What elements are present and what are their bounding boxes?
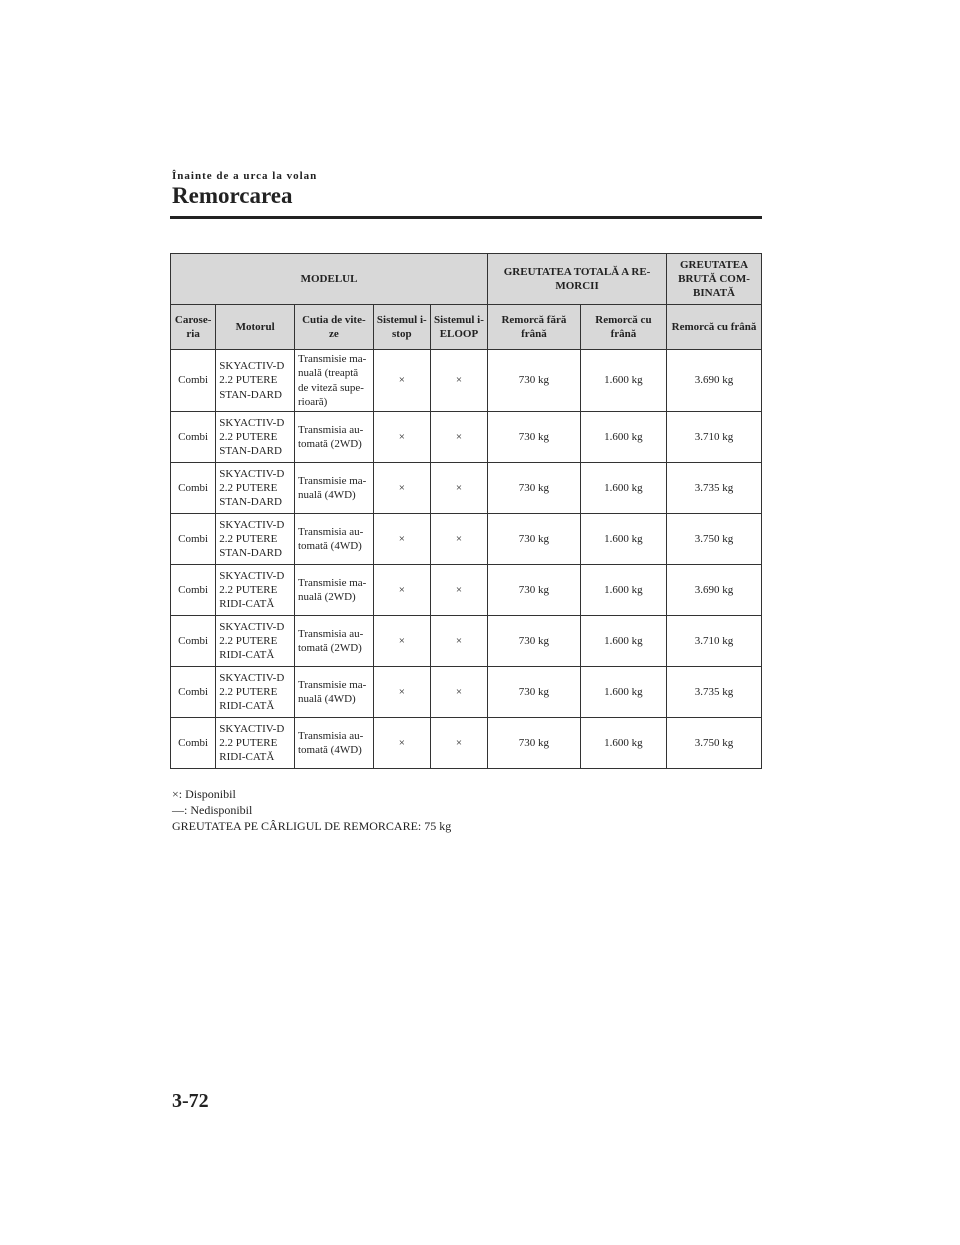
towing-spec-table [170,253,762,769]
table-row [171,350,762,412]
cell-istop: × [373,412,430,463]
table-row [171,412,762,463]
cell-braked: 1.600 kg [580,350,666,412]
cell-braked: 1.600 kg [580,514,666,565]
cell-istop: × [373,514,430,565]
cell-ieloop: × [430,412,487,463]
header-model: MODELUL [171,254,488,305]
cell-body: Combi [171,412,216,463]
note-hitch-weight: GREUTATEA PE CÂRLIGUL DE REMORCARE: 75 kg [172,819,452,834]
column-header: Sistemul i-ELOOP [430,305,487,350]
cell-braked: 1.600 kg [580,412,666,463]
cell-gross: 3.690 kg [667,565,762,616]
cell-engine: SKYACTIV-D 2.2 PUTERE RIDI-CATĂ [216,667,295,718]
cell-engine: SKYACTIV-D 2.2 PUTERE STAN-DARD [216,463,295,514]
cell-braked: 1.600 kg [580,565,666,616]
cell-body: Combi [171,616,216,667]
column-header: Remorcă fără frână [488,305,581,350]
cell-unbraked: 730 kg [488,350,581,412]
cell-engine: SKYACTIV-D 2.2 PUTERE STAN-DARD [216,514,295,565]
cell-ieloop: × [430,616,487,667]
cell-ieloop: × [430,463,487,514]
table-row [171,463,762,514]
cell-gross: 3.735 kg [667,463,762,514]
cell-body: Combi [171,463,216,514]
page-number: 3-72 [172,1090,209,1112]
cell-engine: SKYACTIV-D 2.2 PUTERE RIDI-CATĂ [216,616,295,667]
cell-body: Combi [171,667,216,718]
note-unavailable: ―: Nedisponibil [172,803,253,818]
cell-engine: SKYACTIV-D 2.2 PUTERE RIDI-CATĂ [216,565,295,616]
cell-transmission: Transmisia au-tomată (2WD) [295,412,374,463]
column-header: Motorul [216,305,295,350]
cell-unbraked: 730 kg [488,514,581,565]
cell-ieloop: × [430,514,487,565]
cell-braked: 1.600 kg [580,667,666,718]
table-row [171,565,762,616]
cell-braked: 1.600 kg [580,718,666,769]
column-header: Remorcă cu frână [580,305,666,350]
table-row [171,514,762,565]
column-header: Remorcă cu frână [667,305,762,350]
cell-body: Combi [171,350,216,412]
cell-transmission: Transmisia au-tomată (4WD) [295,718,374,769]
table-row [171,616,762,667]
column-header: Cutia de vite-ze [295,305,374,350]
header-trailer-total: GREUTATEA TOTALĂ A RE-MORCII [488,254,667,305]
cell-transmission: Transmisie ma-nuală (4WD) [295,667,374,718]
table-row [171,718,762,769]
cell-unbraked: 730 kg [488,718,581,769]
cell-istop: × [373,565,430,616]
cell-unbraked: 730 kg [488,412,581,463]
cell-ieloop: × [430,350,487,412]
cell-gross: 3.710 kg [667,412,762,463]
page-title: Remorcarea [172,183,293,208]
cell-transmission: Transmisia au-tomată (4WD) [295,514,374,565]
cell-ieloop: × [430,718,487,769]
cell-ieloop: × [430,667,487,718]
header-gross-combined: GREUTATEA BRUTĂ COM-BINATĂ [667,254,762,305]
cell-istop: × [373,350,430,412]
column-header: Carose-ria [171,305,216,350]
cell-ieloop: × [430,565,487,616]
cell-gross: 3.750 kg [667,514,762,565]
cell-unbraked: 730 kg [488,463,581,514]
table-notes [172,786,451,835]
cell-gross: 3.710 kg [667,616,762,667]
cell-istop: × [373,616,430,667]
cell-gross: 3.690 kg [667,350,762,412]
cell-engine: SKYACTIV-D 2.2 PUTERE STAN-DARD [216,350,295,412]
cell-unbraked: 730 kg [488,616,581,667]
cell-transmission: Transmisia au-tomată (2WD) [295,616,374,667]
cell-body: Combi [171,565,216,616]
cell-gross: 3.735 kg [667,667,762,718]
cell-engine: SKYACTIV-D 2.2 PUTERE STAN-DARD [216,412,295,463]
table-body [171,350,762,769]
header-divider [170,216,762,219]
cell-body: Combi [171,718,216,769]
cell-engine: SKYACTIV-D 2.2 PUTERE RIDI-CATĂ [216,718,295,769]
cell-istop: × [373,667,430,718]
cell-unbraked: 730 kg [488,565,581,616]
cell-istop: × [373,718,430,769]
note-available: ×: Disponibil [172,787,236,801]
cell-transmission: Transmisie ma-nuală (treaptă de viteză supe-rioară) [295,350,374,412]
table-row [171,667,762,718]
cell-body: Combi [171,514,216,565]
cell-braked: 1.600 kg [580,616,666,667]
column-header: Sistemul i-stop [373,305,430,350]
section-label: Înainte de a urca la volan [172,170,318,182]
cell-istop: × [373,463,430,514]
cell-gross: 3.750 kg [667,718,762,769]
cell-transmission: Transmisie ma-nuală (2WD) [295,565,374,616]
cell-braked: 1.600 kg [580,463,666,514]
cell-transmission: Transmisie ma-nuală (4WD) [295,463,374,514]
cell-unbraked: 730 kg [488,667,581,718]
